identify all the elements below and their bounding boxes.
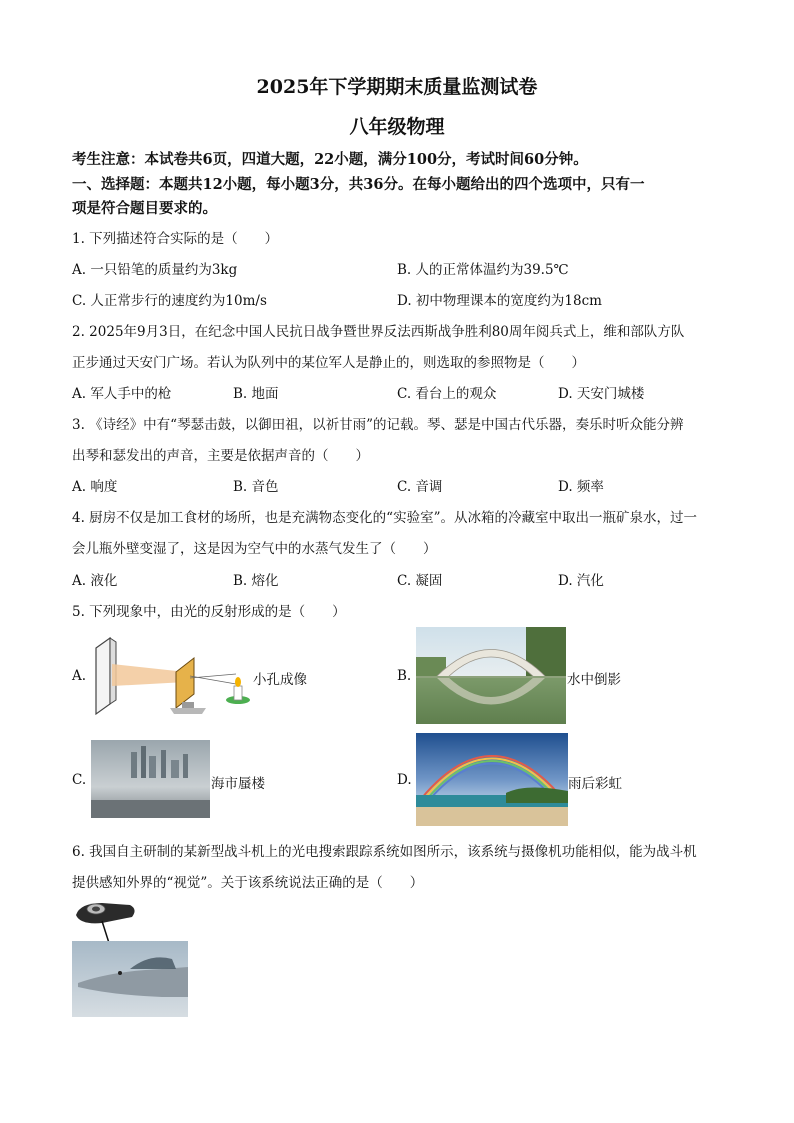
question-3-option-d: D. 频率	[558, 479, 604, 495]
question-1-option-a: A. 一只铅笔的质量约为3kg	[72, 262, 238, 278]
question-2-stem-line2: 正步通过天安门广场。若认为队列中的某位军人是静止的，则选取的参照物是（ ）	[72, 355, 585, 371]
question-3-option-c: C. 音调	[397, 479, 443, 495]
question-5-stem: 5. 下列现象中，由光的反射形成的是（ ）	[72, 604, 346, 620]
question-2-option-d: D. 天安门城楼	[558, 386, 645, 402]
question-3-option-b: B. 音色	[233, 479, 279, 495]
question-5-option-a-label: 小孔成像	[253, 672, 307, 688]
bridge-reflection-photo	[416, 627, 566, 724]
question-1-option-b: B. 人的正常体温约为39.5℃	[397, 262, 569, 278]
question-2-stem-line1: 2. 2025年9月3日，在纪念中国人民抗日战争暨世界反法西斯战争胜利80周年阅兵式上，维和部队方队	[72, 324, 685, 340]
question-3-stem-line2: 出琴和瑟发出的声音，主要是依据声音的（ ）	[72, 448, 369, 464]
question-4-option-c: C. 凝固	[397, 573, 443, 589]
section-heading-line1: 一、选择题：本题共12小题，每小题3分，共36分。在每小题给出的四个选项中，只有一	[72, 176, 645, 193]
question-4-stem-line1: 4. 厨房不仅是加工食材的场所，也是充满物态变化的“实验室”。从冰箱的冷藏室中取出一瓶矿泉水，过一	[72, 510, 697, 526]
question-5-option-d-letter: D.	[397, 772, 412, 788]
question-6-stem-line2: 提供感知外界的“视觉”。关于该系统说法正确的是（ ）	[72, 875, 424, 891]
fighter-jet-sensor-figure	[72, 897, 188, 1017]
exam-notice: 考生注意：本试卷共6页，四道大题，22小题，满分100分，考试时间60分钟。	[72, 151, 588, 168]
pinhole-imaging-figure	[90, 634, 250, 716]
rainbow-photo	[416, 733, 568, 826]
question-3-option-a: A. 响度	[72, 479, 118, 495]
question-5-option-b-label: 水中倒影	[567, 672, 621, 688]
question-4-option-a: A. 液化	[72, 573, 118, 589]
question-4-option-b: B. 熔化	[233, 573, 279, 589]
question-1-option-c: C. 人正常步行的速度约为10m/s	[72, 293, 267, 309]
question-5-option-a-letter: A.	[72, 668, 87, 684]
question-1-stem: 1. 下列描述符合实际的是（ ）	[72, 231, 279, 247]
question-5-option-c-letter: C.	[72, 772, 87, 788]
question-6-stem-line1: 6. 我国自主研制的某新型战斗机上的光电搜索跟踪系统如图所示，该系统与摄像机功能相似，能为战斗机	[72, 844, 697, 860]
question-5-option-d-label: 雨后彩虹	[568, 776, 622, 792]
page-subtitle: 八年级物理	[349, 116, 445, 138]
question-3-stem-line1: 3. 《诗经》中有“琴瑟击鼓，以御田祖，以祈甘雨”的记载。琴、瑟是中国古代乐器，奏乐时听众能分辨	[72, 417, 684, 433]
mirage-photo	[91, 740, 210, 818]
question-2-option-c: C. 看台上的观众	[397, 386, 497, 402]
section-heading-line2: 项是符合题目要求的。	[72, 200, 217, 217]
question-4-option-d: D. 汽化	[558, 573, 604, 589]
question-1-option-d: D. 初中物理课本的宽度约为18cm	[397, 293, 602, 309]
question-5-option-b-letter: B.	[397, 668, 412, 684]
page-title: 2025年下学期期末质量监测试卷	[256, 76, 538, 98]
question-2-option-b: B. 地面	[233, 386, 279, 402]
question-5-option-c-label: 海市蜃楼	[211, 776, 265, 792]
question-2-option-a: A. 军人手中的枪	[72, 386, 172, 402]
question-4-stem-line2: 会儿瓶外壁变湿了，这是因为空气中的水蒸气发生了（ ）	[72, 541, 437, 557]
